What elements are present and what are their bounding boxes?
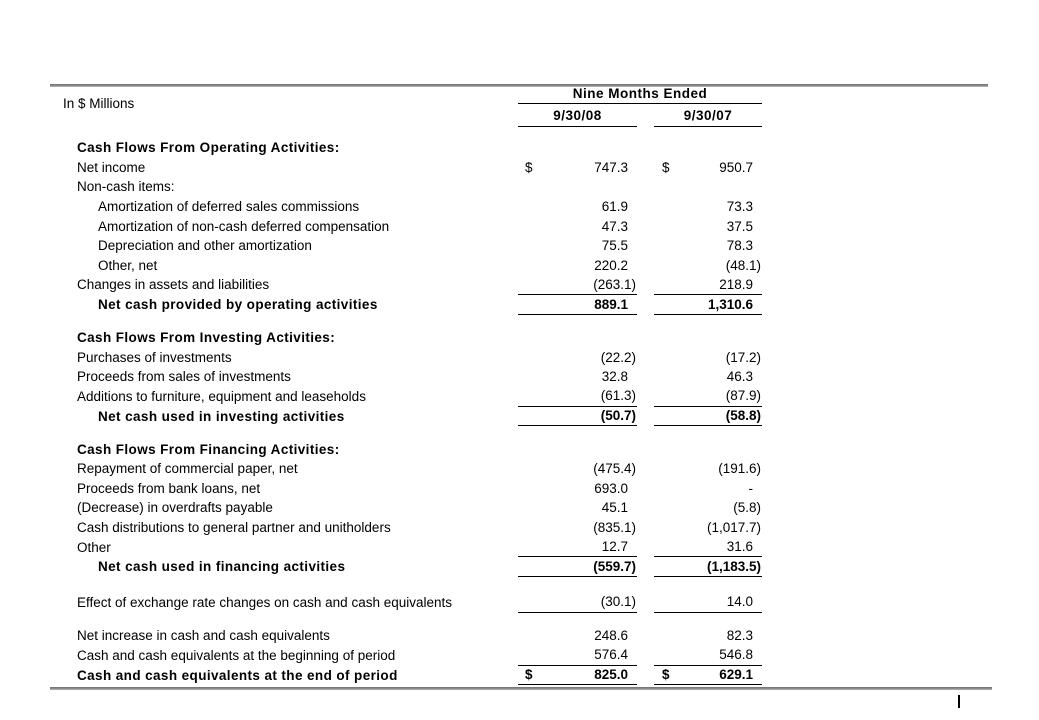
value-cell <box>654 459 762 479</box>
table-row <box>50 439 762 459</box>
value: 825.0 <box>594 667 628 683</box>
table-row <box>50 557 762 577</box>
table-row <box>50 406 762 426</box>
row-label: Other, net <box>98 257 158 273</box>
value-cell <box>518 367 637 387</box>
value: 32.8 <box>601 369 628 385</box>
table-row <box>50 592 762 612</box>
column-header-2007: 9/30/07 <box>654 105 762 127</box>
value-cell <box>654 236 762 256</box>
value: 46.3 <box>726 369 753 385</box>
table-row <box>50 387 762 407</box>
value-cell <box>518 592 637 613</box>
dollar-sign: $ <box>525 159 533 175</box>
value: 82.3 <box>726 628 753 644</box>
value-cell <box>654 626 762 646</box>
column-header-2008: 9/30/08 <box>518 105 637 127</box>
value: (50.7) <box>600 408 636 424</box>
row-label: Amortization of non-cash deferred compensation <box>98 218 390 234</box>
row-label: Repayment of commercial paper, net <box>77 461 298 477</box>
table-row <box>50 256 762 276</box>
period-header <box>518 86 762 127</box>
bottom-divider-rule <box>50 687 992 690</box>
value: (48.1) <box>725 257 761 273</box>
value-cell <box>518 537 637 558</box>
row-label: Net cash provided by operating activities <box>98 297 378 313</box>
value: 78.3 <box>726 238 753 254</box>
value-cell <box>654 138 762 158</box>
table-row <box>50 626 762 646</box>
value: 45.1 <box>601 500 628 516</box>
value: (1,183.5) <box>706 558 761 574</box>
value-cell <box>654 347 762 367</box>
table-row <box>50 459 762 479</box>
value: 31.6 <box>726 539 753 555</box>
text-cursor <box>958 695 960 708</box>
value-cell <box>654 294 762 315</box>
value: (263.1) <box>593 276 636 292</box>
value: 1,310.6 <box>707 296 753 312</box>
table-row <box>50 498 762 518</box>
dollar-sign: $ <box>525 667 533 683</box>
value: 629.1 <box>719 667 753 683</box>
value: 576.4 <box>594 647 628 663</box>
period-header-dates <box>518 105 762 127</box>
value: 75.5 <box>601 238 628 254</box>
dollar-sign: $ <box>662 667 670 683</box>
value-cell <box>654 197 762 217</box>
dollar-sign: $ <box>662 159 670 175</box>
value: 546.8 <box>719 647 753 663</box>
value-cell <box>654 367 762 387</box>
value: 73.3 <box>726 199 753 215</box>
value: 37.5 <box>726 218 753 234</box>
row-label: Proceeds from sales of investments <box>77 369 291 385</box>
value: (61.3) <box>600 388 636 404</box>
table-row <box>50 479 762 499</box>
value: (30.1) <box>600 594 636 610</box>
table-row <box>50 537 762 557</box>
value-cell <box>518 645 637 666</box>
value-cell <box>654 216 762 236</box>
value-cell <box>518 347 637 367</box>
row-label: Cash Flows From Financing Activities: <box>77 441 340 457</box>
value-cell <box>654 479 762 499</box>
table-row <box>50 665 762 685</box>
row-spacer <box>50 426 762 440</box>
value-cell <box>654 406 762 427</box>
row-label: Net increase in cash and cash equivalents <box>77 628 330 644</box>
value-cell <box>654 498 762 518</box>
row-label: Net cash used in investing activities <box>98 408 345 424</box>
row-label: Amortization of deferred sales commissions <box>98 199 360 215</box>
value-cell <box>654 275 762 296</box>
table-row <box>50 197 762 217</box>
value-cell <box>654 665 762 686</box>
table-row <box>50 177 762 197</box>
table-row <box>50 216 762 236</box>
value: (17.2) <box>725 349 761 365</box>
value-cell <box>654 386 762 407</box>
value: (835.1) <box>593 519 636 535</box>
value-cell <box>518 498 637 518</box>
table-row <box>50 138 762 158</box>
value: 47.3 <box>601 218 628 234</box>
value-cell <box>518 275 637 296</box>
value: (58.8) <box>725 408 761 424</box>
value: 61.9 <box>601 199 628 215</box>
value-cell <box>518 236 637 256</box>
value: 220.2 <box>594 257 628 273</box>
value-cell <box>654 592 762 613</box>
table-row <box>50 236 762 256</box>
value-cell <box>654 158 762 178</box>
value: (475.4) <box>593 461 636 477</box>
value-cell <box>518 518 637 538</box>
value-cell <box>518 406 637 427</box>
row-label: Cash Flows From Investing Activities: <box>77 330 336 346</box>
value: 950.7 <box>719 159 753 175</box>
value-cell <box>518 439 637 459</box>
value: 693.0 <box>594 480 628 496</box>
table-row <box>50 158 762 178</box>
row-label: Net cash used in financing activities <box>98 559 346 575</box>
row-label: Cash distributions to general partner and unitholders <box>77 519 391 535</box>
value: 747.3 <box>594 159 628 175</box>
units-label: In $ Millions <box>63 96 135 111</box>
value: - <box>748 480 753 496</box>
row-label: Proceeds from bank loans, net <box>77 480 261 496</box>
statement-rows <box>50 138 762 685</box>
value-cell <box>518 158 637 178</box>
value-cell <box>518 386 637 407</box>
value-cell <box>518 177 637 197</box>
value: (87.9) <box>725 388 761 404</box>
value-cell <box>654 328 762 348</box>
row-label: Non-cash items: <box>77 179 175 195</box>
value-cell <box>518 479 637 499</box>
period-header-title: Nine Months Ended <box>518 86 762 104</box>
value: (191.6) <box>718 461 761 477</box>
value: 218.9 <box>719 276 753 292</box>
value-cell <box>654 518 762 538</box>
row-spacer <box>50 314 762 328</box>
value-cell <box>518 665 637 686</box>
value-cell <box>654 256 762 276</box>
value: (1,017.7) <box>706 519 761 535</box>
value-cell <box>518 556 637 577</box>
value: 14.0 <box>726 594 753 610</box>
row-label: Effect of exchange rate changes on cash and cash equivalents <box>77 594 453 610</box>
value-cell <box>654 439 762 459</box>
value-cell <box>518 459 637 479</box>
value-cell <box>518 138 637 158</box>
value-cell <box>518 328 637 348</box>
value: (22.2) <box>600 349 636 365</box>
value-cell <box>518 626 637 646</box>
table-row <box>50 518 762 538</box>
value: (5.8) <box>733 500 761 516</box>
value-cell <box>654 645 762 666</box>
row-label: (Decrease) in overdrafts payable <box>77 500 273 516</box>
value-cell <box>654 537 762 558</box>
row-label: Additions to furniture, equipment and leaseholds <box>77 388 366 404</box>
table-row <box>50 646 762 666</box>
row-label: Net income <box>77 159 146 175</box>
row-spacer <box>50 612 762 626</box>
value-cell <box>518 197 637 217</box>
row-label: Cash and cash equivalents at the beginning of period <box>77 647 396 663</box>
row-label: Cash and cash equivalents at the end of period <box>77 667 398 683</box>
table-row <box>50 275 762 295</box>
value-cell <box>654 556 762 577</box>
row-spacer <box>50 576 762 592</box>
value: (559.7) <box>593 558 636 574</box>
table-row <box>50 367 762 387</box>
row-label: Other <box>77 539 111 555</box>
column-gap <box>637 105 654 127</box>
value: 248.6 <box>594 628 628 644</box>
table-row <box>50 347 762 367</box>
row-label: Depreciation and other amortization <box>98 238 312 254</box>
row-label: Cash Flows From Operating Activities: <box>77 140 340 156</box>
value: 889.1 <box>594 296 628 312</box>
value-cell <box>518 294 637 315</box>
value: 12.7 <box>601 539 628 555</box>
row-label: Changes in assets and liabilities <box>77 277 270 293</box>
table-row <box>50 328 762 348</box>
value-cell <box>654 177 762 197</box>
value-cell <box>518 256 637 276</box>
row-label: Purchases of investments <box>77 349 232 365</box>
value-cell <box>518 216 637 236</box>
table-row <box>50 295 762 315</box>
